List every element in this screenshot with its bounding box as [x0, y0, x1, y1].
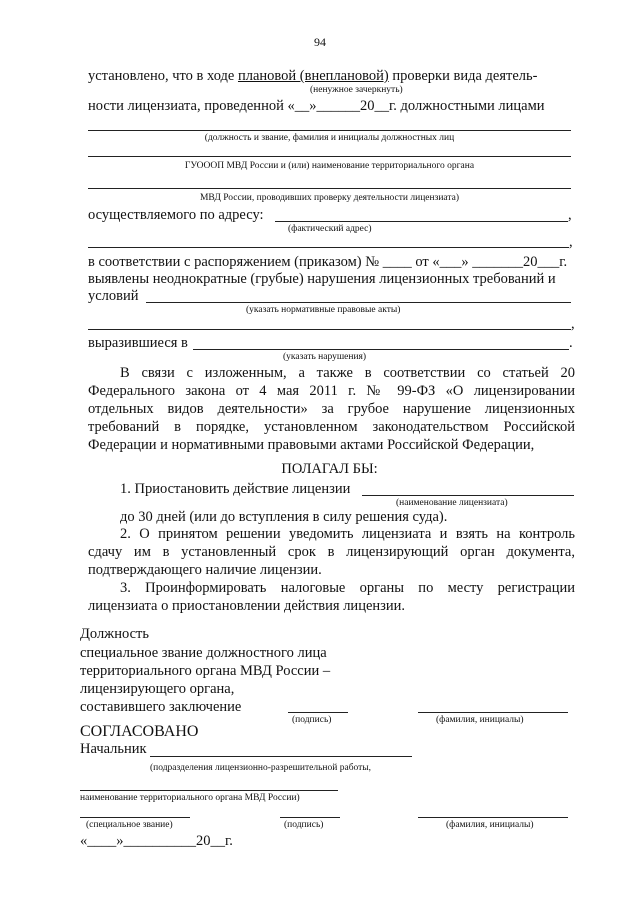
mvd-blank-line [88, 188, 571, 189]
decision-item-3-line-2: лицензиата о приостановлении действия лицензии. [88, 598, 406, 614]
intro-line-2: ности лицензиата, проведенной «__»______20__г. должностными лицами [88, 98, 545, 114]
chief-blank-line [150, 756, 412, 757]
officials-caption: (должность и звание, фамилия и инициалы должностных лиц [204, 133, 455, 143]
approval-sign-caption: (подпись) [284, 820, 324, 830]
approval-heading: СОГЛАСОВАНО [80, 723, 199, 740]
page-number: 94 [314, 35, 326, 49]
decision-item-1: 1. Приостановить действие лицензии [120, 481, 351, 497]
decision-item-2-line-3: подтверждающего наличие лицензии. [88, 562, 322, 578]
approval-sign-line [280, 817, 340, 818]
signature-licensing-line: лицензирующего органа, [80, 681, 235, 697]
address-label: осуществляемого по адресу: [88, 207, 264, 223]
blank-line-2-end: , [571, 316, 575, 332]
mvd-caption: МВД России, проводивших проверку деятельности лицензиата) [199, 193, 460, 203]
guooop-blank-line [88, 156, 571, 157]
conditions-blank-line [146, 302, 571, 303]
intro-line-1-start: установлено, что в ходе [88, 68, 238, 84]
approval-name-caption: (фамилия, инициалы) [446, 820, 534, 830]
approval-date: «____»__________20__г. [80, 833, 233, 849]
signature-organ-line: территориального органа МВД России – [80, 663, 331, 679]
decision-item-3-line-1: 3. Проинформировать налоговые органы по месту регистрации [120, 580, 575, 596]
signature-name-line [418, 712, 568, 713]
inspection-type: плановой (внеплановой) [237, 68, 389, 84]
conditions-label: условий [88, 288, 139, 304]
basis-line-4: требований в порядке, установленном законодательством Российской [88, 419, 575, 435]
strike-note: (ненужное зачеркнуть) [310, 85, 403, 95]
licensee-caption: (наименование лицензиата) [396, 498, 508, 508]
address-end: , [568, 207, 572, 223]
expressed-end: . [569, 335, 573, 351]
address-blank-line [275, 221, 568, 222]
violations-line: выявлены неоднократные (грубые) нарушения лицензионных требований и [88, 271, 556, 287]
signature-sign-caption: (подпись) [292, 715, 332, 725]
licensee-blank-line [362, 495, 574, 496]
officials-blank-line [88, 130, 571, 131]
signature-rank-line: специальное звание должностного лица [80, 645, 327, 661]
violations-caption: (указать нарушения) [283, 352, 367, 362]
chief-label: Начальник [80, 741, 147, 757]
blank-line-2 [88, 329, 571, 330]
signature-name-caption: (фамилия, инициалы) [436, 715, 524, 725]
intro-line-1 [88, 68, 537, 85]
basis-line-2: Федерального закона от 4 мая 2011 г. № 99-ФЗ «О лицензировании [88, 383, 575, 399]
acts-caption: (указать нормативные правовые акты) [246, 305, 401, 315]
intro-line-1-end: проверки вида деятель- [388, 68, 538, 84]
signature-compiler-line: составившего заключение [80, 699, 242, 715]
basis-line-1: В связи с изложенным, а также в соответствии со статьей 20 [120, 365, 575, 381]
decision-heading: ПОЛАГАЛ БЫ: [281, 461, 378, 477]
signature-sign-line [288, 712, 348, 713]
basis-line-3: отдельных видов деятельности» за грубое нарушение лицензионных [88, 401, 575, 417]
expressed-label: выразившиеся в [88, 335, 188, 351]
basis-line-5: Федерации и нормативными правовыми актами Российской Федерации, [88, 437, 535, 453]
blank-line-1 [88, 247, 569, 248]
guooop-caption: ГУОООП МВД России и (или) наименование территориального органа [184, 161, 475, 171]
decision-item-2-line-1: 2. О принятом решении уведомить лицензиата и взять на контроль [120, 526, 575, 542]
address-caption: (фактический адрес) [288, 224, 372, 234]
territorial-blank-line [80, 790, 338, 791]
rank-line [80, 817, 190, 818]
decision-item-1-cont: до 30 дней (или до вступления в силу решения суда). [120, 509, 448, 525]
order-line: в соответствии с распоряжением (приказом) № ____ от «___» _______20___г. [88, 254, 568, 270]
signature-position-label: Должность [80, 626, 149, 642]
division-caption: (подразделения лицензионно-разрешительной работы, [150, 763, 372, 773]
decision-item-2-line-2: сдачу им в установленный срок в лицензирующий орган документа, [88, 544, 575, 560]
territorial-caption: наименование территориального органа МВД России) [80, 793, 300, 803]
approval-name-line [418, 817, 568, 818]
rank-caption: (специальное звание) [86, 820, 173, 830]
blank-line-1-end: , [569, 234, 573, 250]
expressed-blank-line [193, 349, 569, 350]
